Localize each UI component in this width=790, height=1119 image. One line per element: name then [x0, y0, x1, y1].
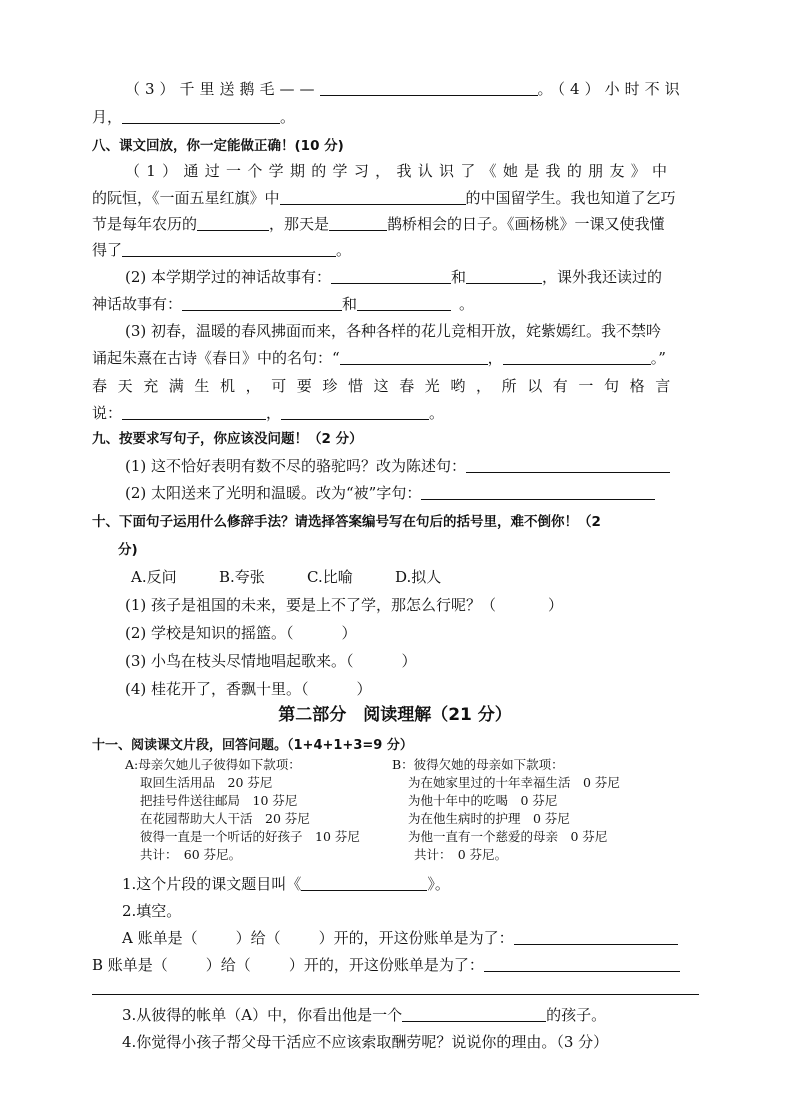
q10-option-d: D.拟人 — [395, 568, 442, 586]
q8-p2-l1a: (2) 本学期学过的神话故事有： — [125, 268, 332, 286]
q11-q2a-1: A 账单是（ — [122, 929, 198, 947]
q10-s4 — [125, 679, 372, 699]
q8-p3-l2a: 诵起朱熹在古诗《春日》中的名句：“ — [92, 349, 340, 367]
q8-p2-l2b: 和 — [342, 295, 358, 313]
q8-p1-l3b: ，那天是 — [269, 215, 330, 233]
q8-p1-l4a: 得了 — [92, 241, 123, 259]
q8-p1-line1: （1）通过一个学期的学习，我认识了《她是我的朋友》中 — [125, 162, 674, 180]
q8-blank-8[interactable] — [357, 296, 451, 311]
bill-b-line: 为在他生病时的护理 0 芬尼 — [408, 811, 570, 826]
q8-p2-line2 — [92, 294, 474, 314]
q11-q3 — [122, 1005, 606, 1025]
bill-b-line: B：彼得欠她的母亲如下款项： — [392, 757, 564, 772]
q9-heading: 九、按要求写句子，你应该没问题！（2 分） — [92, 431, 363, 447]
q9-s1-text: (1) 这不恰好表明有数不尽的骆驼吗？改为陈述句： — [125, 457, 467, 475]
q10-options — [131, 567, 441, 587]
q8-blank-9[interactable] — [340, 350, 488, 365]
q8-p2-l2a: 神话故事有： — [92, 295, 183, 313]
q7-line2 — [92, 107, 295, 127]
q7-line1-tail: 。（4）小时不识 — [537, 80, 685, 98]
q7-blank-1[interactable] — [320, 81, 538, 96]
q11-blank-b-purpose[interactable] — [484, 957, 680, 972]
q8-p3-line1: (3) 初春，温暖的春风拂面而来，各种各样的花儿竞相开放，姹紫嫣红。我不禁吟 — [125, 322, 662, 340]
q11-q2a-2: ）给（ — [235, 929, 281, 947]
q8-p3-l2c: 。” — [650, 349, 666, 367]
q9-blank-2[interactable] — [421, 485, 655, 500]
bill-b-line: 共计： 0 芬尼。 — [414, 847, 508, 862]
q11-q2a — [122, 928, 678, 948]
q11-q2b-3: ）开的，开这份账单是为了： — [288, 956, 484, 974]
q8-p2-l1c: ，课外我还读过的 — [542, 268, 663, 286]
q11-heading: 十一、阅读课文片段，回答问题。（1+4+1+3=9 分） — [92, 738, 413, 753]
q9-s1 — [125, 456, 670, 476]
q9-s2 — [125, 483, 655, 503]
q8-p3-l4b: ， — [266, 404, 282, 422]
q10-s2-text: (2) 学校是知识的摇篮。（ — [125, 624, 294, 642]
q11-q3-text: 3.从彼得的帐单（A）中，你看出他是一个 — [122, 1006, 403, 1024]
q10-s2 — [125, 623, 357, 643]
bill-b-line: 为他一直有一个慈爱的母亲 0 芬尼 — [408, 829, 608, 844]
q8-blank-5[interactable] — [331, 269, 451, 284]
q10-option-c: C.比喻 — [307, 568, 353, 586]
bill-b-line: 为在她家里过的十年幸福生活 0 芬尼 — [408, 775, 620, 790]
bill-a-line: 把挂号件送往邮局 10 芬尼 — [140, 793, 298, 808]
q8-p1-line2 — [92, 188, 676, 208]
q11-answer-line[interactable] — [92, 994, 699, 995]
q8-p1-l4b: 。 — [336, 241, 352, 259]
q8-p3-line3: 春天充满生机，可要珍惜这春光哟，所以有一句格言 — [92, 377, 681, 395]
q8-p3-l4c: 。 — [429, 404, 445, 422]
q8-blank-2[interactable] — [197, 216, 269, 231]
q8-blank-7[interactable] — [182, 296, 342, 311]
q8-blank-12[interactable] — [281, 405, 429, 420]
q10-s3 — [125, 651, 417, 671]
q10-s2-close: ） — [341, 624, 357, 642]
q8-heading: 八、课文回放，你一定能做正确！(10 分) — [92, 138, 344, 154]
q8-blank-6[interactable] — [466, 269, 542, 284]
q11-q1-text: 1.这个片段的课文题目叫《 — [122, 875, 302, 893]
q7-line1-text: （3）千里送鹅毛—— — [125, 80, 320, 98]
bill-a-line: 共计： 60 芬尼。 — [140, 847, 242, 862]
bill-a-line: A:母亲欠她儿子彼得如下款项： — [125, 757, 301, 772]
q7-line2-end: 。 — [280, 108, 296, 126]
q8-p1-line3 — [92, 214, 665, 234]
q8-p1-l3c: 鹊桥相会的日子。《画杨桃》一课又使我懂 — [387, 215, 665, 233]
q10-s4-text: (4) 桂花开了，香飘十里。（ — [125, 680, 309, 698]
q11-blank-title[interactable] — [301, 876, 427, 891]
q11-q2b — [92, 955, 680, 975]
q7-line2-text: 月， — [92, 108, 123, 126]
q11-q2b-2: ）给（ — [205, 956, 251, 974]
q8-p3-line2 — [92, 348, 666, 368]
q10-option-a: A.反问 — [131, 568, 177, 586]
q8-blank-4[interactable] — [122, 242, 336, 257]
q11-blank-a-purpose[interactable] — [514, 930, 678, 945]
q8-p2-line1 — [125, 267, 662, 287]
q8-p1-l2b: 的中国留学生。我也知道了乞巧 — [465, 189, 676, 207]
q8-p2-l1b: 和 — [451, 268, 467, 286]
q10-s1 — [125, 595, 563, 615]
q8-p2-l2c: 。 — [459, 295, 475, 313]
q9-s2-text: (2) 太阳送来了光明和温暖。改为“被”字句： — [125, 484, 422, 502]
q8-blank-1[interactable] — [280, 190, 466, 205]
q11-q2b-1: B 账单是（ — [92, 956, 168, 974]
q8-p1-l3a: 节是每年农历的 — [92, 215, 198, 233]
q8-p3-l2b: ， — [487, 349, 503, 367]
q7-blank-2[interactable] — [122, 109, 280, 124]
q9-blank-1[interactable] — [466, 458, 670, 473]
q10-heading-line2: 分) — [118, 542, 138, 558]
q10-option-b: B.夸张 — [219, 568, 265, 586]
q11-q4: 4.你觉得小孩子帮父母干活应不应该索取酬劳呢？说说你的理由。（3 分） — [122, 1033, 609, 1051]
q11-q1-end: 》。 — [427, 875, 450, 893]
q8-p1-line4 — [92, 240, 351, 260]
bill-b-line: 为他十年中的吃喝 0 芬尼 — [408, 793, 558, 808]
q10-s3-close: ） — [401, 652, 417, 670]
q10-heading-line1: 十、下面句子运用什么修辞手法？请选择答案编号写在句后的括号里，难不倒你！（2 — [92, 514, 601, 530]
q10-s1-close: ） — [548, 596, 564, 614]
q11-blank-trait[interactable] — [402, 1007, 546, 1022]
bill-a-line: 取回生活用品 20 芬尼 — [140, 775, 273, 790]
q10-s3-text: (3) 小鸟在枝头尽情地唱起歌来。（ — [125, 652, 354, 670]
q11-q2: 2.填空。 — [122, 902, 182, 920]
bill-a-line: 彼得一直是一个听话的好孩子 10 芬尼 — [140, 829, 360, 844]
part2-title: 第二部分 阅读理解（21 分） — [278, 705, 512, 725]
q8-p1-l2a: 的阮恒，《一面五星红旗》中 — [92, 189, 280, 207]
q11-q3-end: 的孩子。 — [546, 1006, 607, 1024]
q8-blank-11[interactable] — [122, 405, 266, 420]
q8-blank-3[interactable] — [329, 216, 387, 231]
q11-q1 — [122, 874, 450, 894]
bill-a-line: 在花园帮助大人干活 20 芬尼 — [140, 811, 310, 826]
q10-s1-text: (1) 孩子是祖国的未来，要是上不了学，那怎么行呢？（ — [125, 596, 497, 614]
q11-q2a-3: ）开的，开这份账单是为了： — [318, 929, 514, 947]
q8-p3-line4 — [92, 403, 444, 423]
q8-blank-10[interactable] — [503, 350, 651, 365]
q7-line1 — [125, 79, 685, 99]
q10-s4-close: ） — [356, 680, 372, 698]
q8-p3-l4a: 说： — [92, 404, 123, 422]
